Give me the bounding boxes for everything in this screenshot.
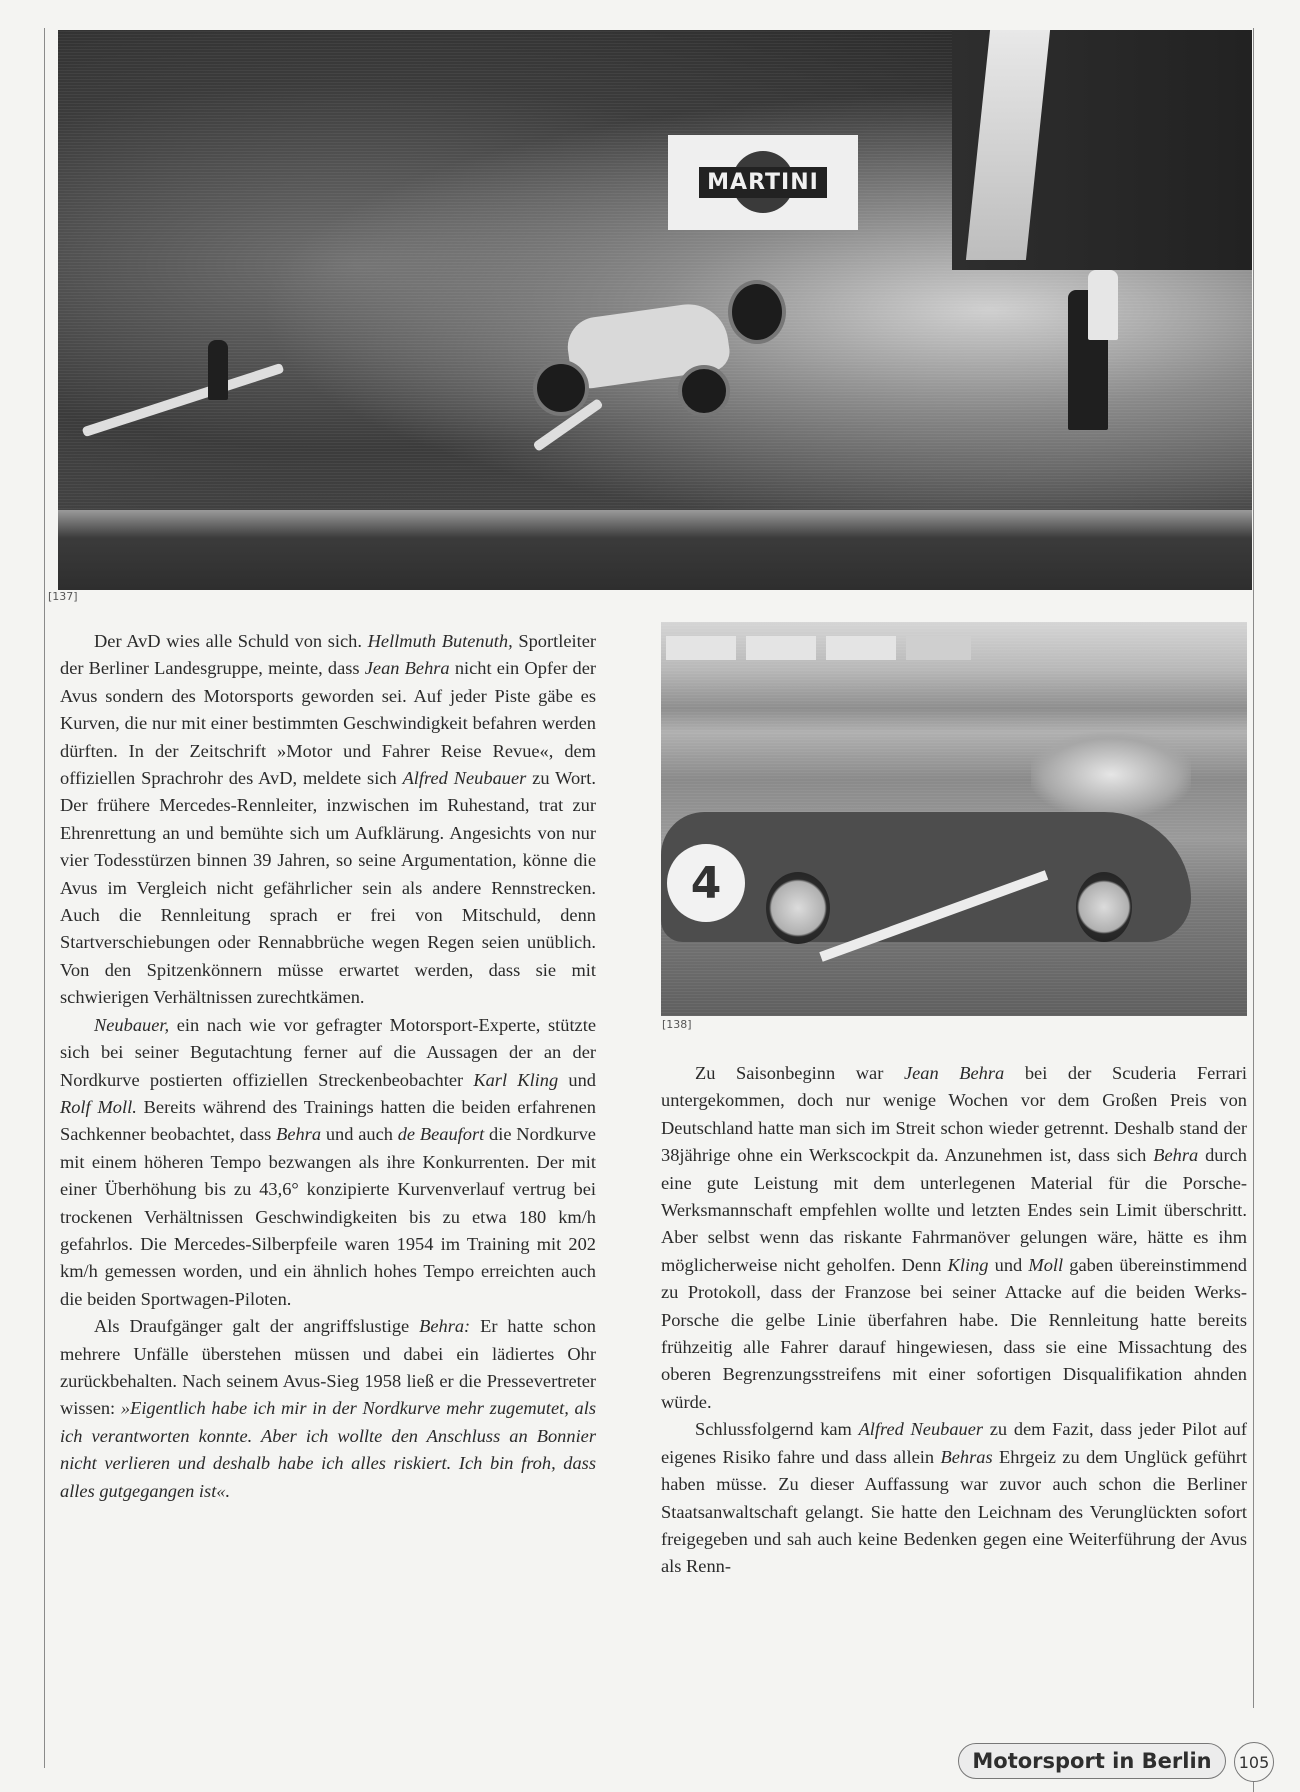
text-run: Er hatte schon mehrere Unfälle überstehen müssen und dabei ein lädiertes Ohr zurückbehalten. Nach seinem Avus-Sieg 1958 ließ er die Pressevertreter wissen: xyxy=(60,1316,596,1419)
trackside-banner xyxy=(906,636,971,660)
text-run: gaben übereinstimmend zu Protokoll, dass der Franzose bei seiner Attacke auf die beiden Werks-Porsche die gelbe Linie überfahren habe. Die Rennleitung hatte bereits frühzeitig alle Fahrer darauf hingewiesen, dass sie eine Missachtung des oberen Begrenzungsstreifens mit einer sofortigen Disqualifikation ahnden würde. xyxy=(661,1254,1248,1412)
italic-name-run: Hellmuth Butenuth, xyxy=(367,631,513,651)
car-wheel-detached xyxy=(728,280,786,344)
italic-name-run: de Beaufort xyxy=(397,1124,485,1145)
spectator-figure xyxy=(208,340,228,400)
text-run: zu dem Fazit, dass jeder Pilot auf eigenes Risiko fahre und dass allein xyxy=(661,1419,1247,1467)
italic-name-run: Behra: xyxy=(419,1316,471,1337)
italic-name-run: Neubauer, xyxy=(94,1014,170,1035)
car-wheel xyxy=(766,872,830,944)
page-number: 105 xyxy=(1234,1742,1274,1782)
figure-137-crash-photo xyxy=(58,30,1252,590)
text-column-right xyxy=(661,1060,1247,1581)
running-title: Motorsport in Berlin xyxy=(958,1743,1226,1779)
car-wheel xyxy=(533,360,589,416)
martini-sign-text: MARTINI xyxy=(699,167,827,198)
italic-name-run: Moll xyxy=(1028,1254,1064,1275)
text-run: und auch xyxy=(321,1124,398,1145)
italic-name-run: »Eigentlich habe ich mir in der Nordkurve mehr zugemutet, als ich verantworten konnte. Aber ich wollte den Anschluss an Bonnier nicht verlieren und deshalb habe ich alles riskiert. Ich bin froh, dass alles gutgegangen ist«. xyxy=(60,1398,596,1501)
martini-sign xyxy=(668,135,858,230)
text-run: Ehrgeiz zu dem Unglück geführt haben müsse. Zu dieser Auffassung war zuvor auch schon die Berliner Staatsanwaltschaft gelangt. Sie hatte den Leichnam des Verunglückten sofort freigegeben und sah auch keine Bedenken gegen eine Weiterführung der Avus als Renn- xyxy=(661,1446,1247,1577)
car-number-disc: 4 xyxy=(667,844,745,922)
italic-name-run: Kling xyxy=(947,1254,989,1275)
photo-grass-verge xyxy=(58,510,1252,590)
text-run: Zu Saisonbeginn war xyxy=(695,1063,904,1083)
figure-138-ferrari-photo xyxy=(661,622,1247,1016)
paragraph xyxy=(60,1012,596,1313)
road-marking xyxy=(82,363,285,437)
italic-name-run: Behras xyxy=(940,1446,993,1467)
italic-name-run: Behra xyxy=(1153,1145,1199,1166)
italic-name-run: Alfred Neubauer xyxy=(402,768,527,789)
trackside-banner xyxy=(826,636,896,660)
text-column-left xyxy=(60,628,596,1505)
italic-name-run: Alfred Neubauer xyxy=(858,1419,984,1440)
text-run: durch eine gute Leistung mit dem unterlegenen Material für die Porsche-Werksmannschaft empfehlen wollte und letzten Endes sein Limit überschritt. Aber selbst wenn das riskante Fahrmanöver gelungen wäre, hätte es ihm möglicherweise nicht geholfen. Denn xyxy=(661,1145,1247,1275)
text-run: Als Draufgänger galt der angriffslustige xyxy=(94,1316,420,1337)
text-run: nicht ein Opfer der Avus sondern des Motorsports geworden sei. Auf jeder Piste gäbe es Kurven, die nur mit einer bestimmten Geschwindigkeit befahren werden dürften. In der Zeitschrift »Motor und Fahrer Reise Revue«, dem offiziellen Sprachrohr des AvD, meldete sich xyxy=(60,658,596,789)
paragraph xyxy=(60,1313,596,1505)
italic-name-run: Jean Behra xyxy=(364,658,450,679)
spectator-figure xyxy=(1088,270,1118,340)
text-run: Sportleiter der Berliner Landesgruppe, meinte, dass xyxy=(60,631,596,679)
figure-138-label: [138] xyxy=(662,1018,692,1031)
page-margin-rule-right xyxy=(1253,28,1254,1708)
figure-137-label: [137] xyxy=(48,590,78,603)
text-run: und xyxy=(988,1254,1029,1275)
italic-name-run: Rolf Moll. xyxy=(60,1096,137,1117)
paragraph xyxy=(60,628,596,1012)
text-run: Der AvD wies alle Schuld von sich. xyxy=(94,631,368,651)
text-run: zu Wort. Der frühere Mercedes-Rennleiter, inzwischen im Ruhestand, trat zur Ehrenrettung an und bemühte sich um Aufklärung. Angesichts von nur vier Todesstürzen binnen 39 Jahren, so seine Argumentation, könne die Avus im Vergleich nicht gefährlicher sein als andere Rennstrecken. Auch die Rennleitung sprach er frei von Mitschuld, denn Startverschiebungen oder Rennabbrüche wegen Regen seien unüblich. Von den Spitzenkönnern müsse erwartet werden, dass sie mit schwierigen Verhältnissen zurechtkämen. xyxy=(60,768,596,1008)
trackside-banner xyxy=(666,636,736,660)
car-wheel xyxy=(678,365,730,417)
text-run: Schlussfolgernd kam xyxy=(695,1419,859,1440)
text-run: bei der Scuderia Ferrari untergekommen, doch nur wenige Wochen vor dem Großen Preis von Deutschland hatte man sich im Streit schon wieder getrennt. Deshalb stand der 38jährige ohne ein Werkscockpit da. Anzunehmen ist, dass sich xyxy=(661,1063,1247,1166)
text-run: und xyxy=(558,1069,597,1090)
text-run: die Nordkurve mit einem höheren Tempo bezwangen als ihre Konkurrenten. Der mit einer Überhöhung bis zu 43,6° konzipierte Kurvenverlauf vertrug bei trockenen Verhältnissen Geschwindigkeiten bis zu etwa 180 km/h gefahrlos. Die Mercedes-Silberpfeile waren 1954 im Training mit 202 km/h gemessen worden, und ein ähnlich hohes Tempo erreichten auch die beiden Sportwagen-Piloten. xyxy=(60,1124,596,1309)
flipping-race-car xyxy=(528,280,788,430)
trackside-banner xyxy=(746,636,816,660)
italic-name-run: Karl Kling xyxy=(473,1069,559,1090)
wrecked-car xyxy=(1031,732,1191,817)
italic-name-run: Behra xyxy=(276,1124,322,1145)
car-wheel xyxy=(1076,872,1132,942)
paragraph xyxy=(661,1416,1247,1580)
page-margin-rule-left xyxy=(44,28,45,1768)
italic-name-run: Jean Behra xyxy=(903,1063,1005,1083)
text-run: Bereits während des Trainings hatten die beiden erfahrenen Sachkenner beobachtet, dass xyxy=(60,1096,596,1145)
text-run: ein nach wie vor gefragter Motorsport-Experte, stützte sich bei seiner Begutachtung ferner auf die Aussagen der an der Nordkurve postierten offiziellen Streckenbeobachter xyxy=(60,1014,596,1090)
paragraph xyxy=(661,1060,1247,1416)
